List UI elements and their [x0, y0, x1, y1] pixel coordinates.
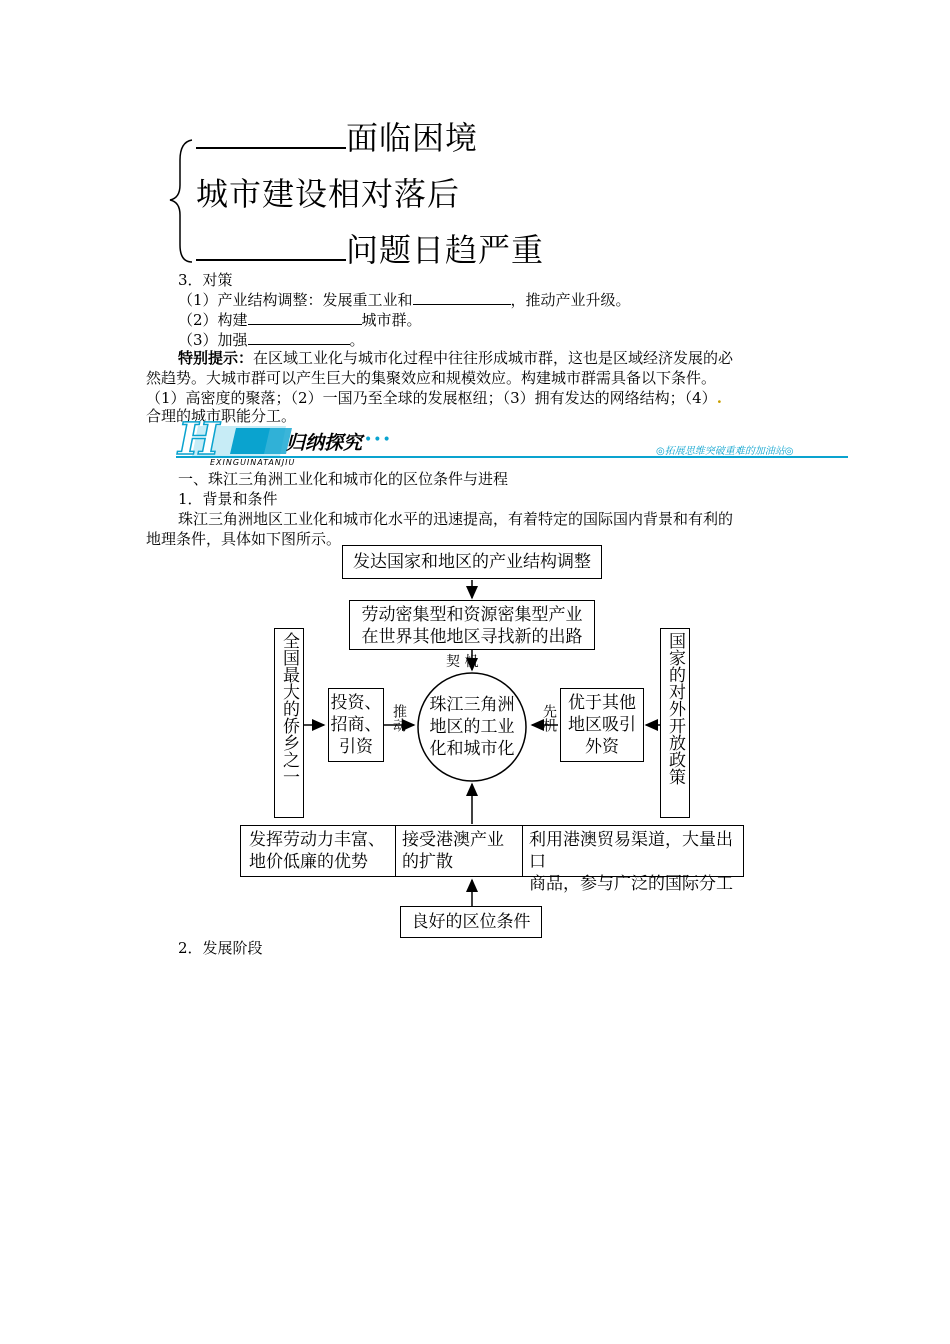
logo-letter: H [178, 414, 220, 465]
brace-line-2: 城市建设相对落后 [196, 175, 461, 213]
label-opportunity: 契 机 [446, 654, 479, 670]
box-location-conditions: 良好的区位条件 [400, 906, 542, 938]
box-attract-foreign-capital: 优于其他 地区吸引 外资 [560, 688, 644, 762]
label-drive: 推动 [391, 704, 407, 732]
box-overseas-chinese-hometown: 全国最大的侨乡之一 [274, 628, 304, 818]
box-opening-policy: 国家的对外开放政策 [660, 628, 690, 818]
box-industry-relocation: 劳动密集型和资源密集型产业 在世界其他地区寻找新的出路 [349, 600, 595, 650]
center-circle-text: 珠江三角洲 地区的工业 化和城市化 [429, 695, 515, 759]
countermeasure-3: （3）加强 。 [178, 331, 365, 349]
special-tip-line-4: 合理的城市职能分工。 [146, 407, 297, 425]
cell-hk-macau-diffusion: 接受港澳产业 的扩散 [396, 826, 523, 876]
cell-labor-land: 发挥劳动力丰富、 地价低廉的优势 [241, 826, 396, 876]
bottom-conditions-table [240, 825, 744, 894]
box-industrial-adjustment: 发达国家和地区的产业结构调整 [342, 545, 602, 579]
paragraph-line-1: 珠江三角洲地区工业化和城市化水平的迅速提高，有着特定的国际国内背景和有利的 [178, 510, 734, 528]
special-tip-line-1: 特别提示：在区域工业化与城市化过程中往往形成城市群，这也是区域经济发展的必 [178, 349, 734, 367]
label-advantage: 先机 [541, 704, 557, 732]
header-dots: ••• [364, 432, 392, 448]
subheading-background: 1．背景和条件 [178, 490, 278, 508]
paragraph-line-2: 地理条件，具体如下图所示。 [146, 530, 342, 548]
special-tip-line-2: 然趋势。大城市群可以产生巨大的集聚效应和规模效应。构建城市群需具备以下条件。 [146, 369, 717, 387]
brace-line-1: 面临困境 [196, 118, 478, 158]
section-title: 一、珠江三角洲工业化和城市化的区位条件与进程 [178, 470, 509, 488]
countermeasure-1: （1）产业结构调整：发展重工业和 ，推动产业升级。 [178, 291, 631, 309]
brace-line-3: 问题日趋严重 [196, 230, 544, 270]
subheading-stages: 2．发展阶段 [178, 939, 263, 957]
header-slogan: ◎拓展思维突破重难的加油站◎ [656, 446, 794, 457]
box-investment: 投资、 招商、 引资 [328, 688, 384, 762]
header-pinyin: EXINGUINATANJIU [210, 458, 296, 467]
header-title: 归纳探究 [286, 432, 363, 454]
cell-trade-channels: 利用港澳贸易渠道，大量出口 商品，参与广泛的国际分工 [529, 830, 733, 894]
special-tip-line-3: （1）高密度的聚落；（2）一国乃至全球的发展枢纽；（3）拥有发达的网络结构；（4）. [146, 389, 722, 407]
countermeasures-heading: 3．对策 [178, 271, 233, 289]
countermeasure-2: （2）构建 城市群。 [178, 311, 422, 329]
